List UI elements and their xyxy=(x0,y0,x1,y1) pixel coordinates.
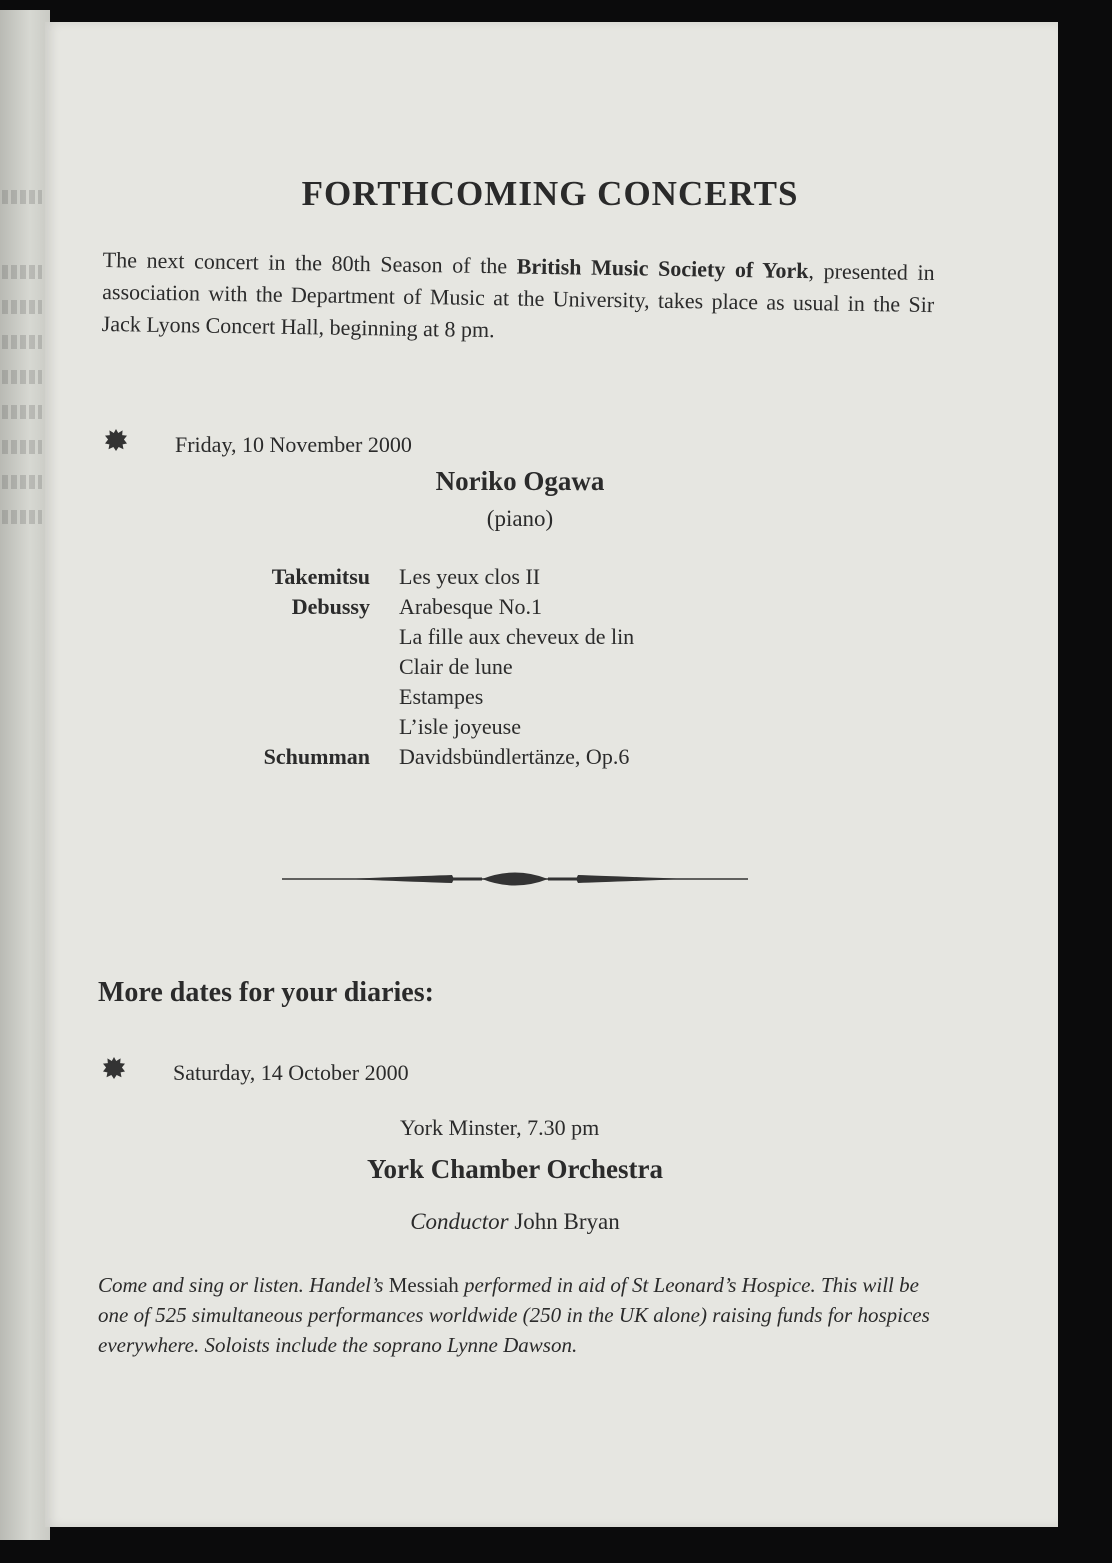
starburst-bullet-icon xyxy=(103,1057,125,1079)
composer: Schumman xyxy=(263,744,370,769)
ghost-text xyxy=(2,440,42,454)
event-venue: York Minster, 7.30 pm xyxy=(400,1115,600,1140)
ornamental-divider-icon xyxy=(282,864,748,894)
event-date: Saturday, 14 October 2000 xyxy=(173,1060,409,1085)
composer: Debussy xyxy=(291,594,370,619)
ghost-text xyxy=(2,335,42,349)
ghost-text xyxy=(2,510,42,524)
society-name: British Music Society of York xyxy=(516,253,809,284)
intro-text-end: , presented in association with the Department of Music at the University, takes place as usual in the Sir Jack Lyons Concert Hall, beginning at 8 pm. xyxy=(101,258,935,343)
adjacent-page-edge xyxy=(0,10,50,1540)
intro-paragraph xyxy=(101,244,934,353)
section-heading: More dates for your diaries: xyxy=(98,977,434,1008)
ghost-text xyxy=(2,405,42,419)
ghost-text xyxy=(2,190,42,204)
conductor-label: Conductor xyxy=(410,1209,509,1234)
ghost-text xyxy=(2,265,42,279)
conductor-name: John Bryan xyxy=(508,1209,620,1234)
composer: Takemitsu xyxy=(271,564,370,589)
work-title: Clair de lune xyxy=(399,654,513,679)
ghost-text xyxy=(2,475,42,489)
note-text-end: performed in aid of St Leonard’s Hospice. This will be one of 525 simultaneous performances worldwide (250 in the UK alone) raising funds for hospices everywhere. Soloists include the soprano Lynne Dawson. xyxy=(98,1273,930,1357)
concert-date: Friday, 10 November 2000 xyxy=(175,432,412,457)
work-title: Les yeux clos II xyxy=(399,564,541,589)
ensemble-name: York Chamber Orchestra xyxy=(367,1154,663,1184)
event-note xyxy=(98,1270,938,1360)
ghost-text xyxy=(2,300,42,314)
programme-page xyxy=(45,22,1058,1527)
performer-name: Noriko Ogawa xyxy=(435,466,605,496)
ghost-text xyxy=(2,370,42,384)
intro-text: The next concert in the 80th Season of the xyxy=(102,246,517,279)
conductor-line xyxy=(45,1209,985,1235)
note-work-title: Messiah xyxy=(388,1273,459,1297)
performer-instrument: (piano) xyxy=(486,506,554,531)
work-title: La fille aux cheveux de lin xyxy=(399,624,635,649)
work-title: Arabesque No.1 xyxy=(399,594,542,619)
page-title: FORTHCOMING CONCERTS xyxy=(301,174,799,213)
note-text: Come and sing or listen. Handel’s xyxy=(98,1273,389,1297)
work-title: Davidsbündlertänze, Op.6 xyxy=(399,744,630,769)
work-title: Estampes xyxy=(399,684,484,709)
work-title: L’isle joyeuse xyxy=(399,714,521,739)
starburst-bullet-icon xyxy=(105,429,127,451)
